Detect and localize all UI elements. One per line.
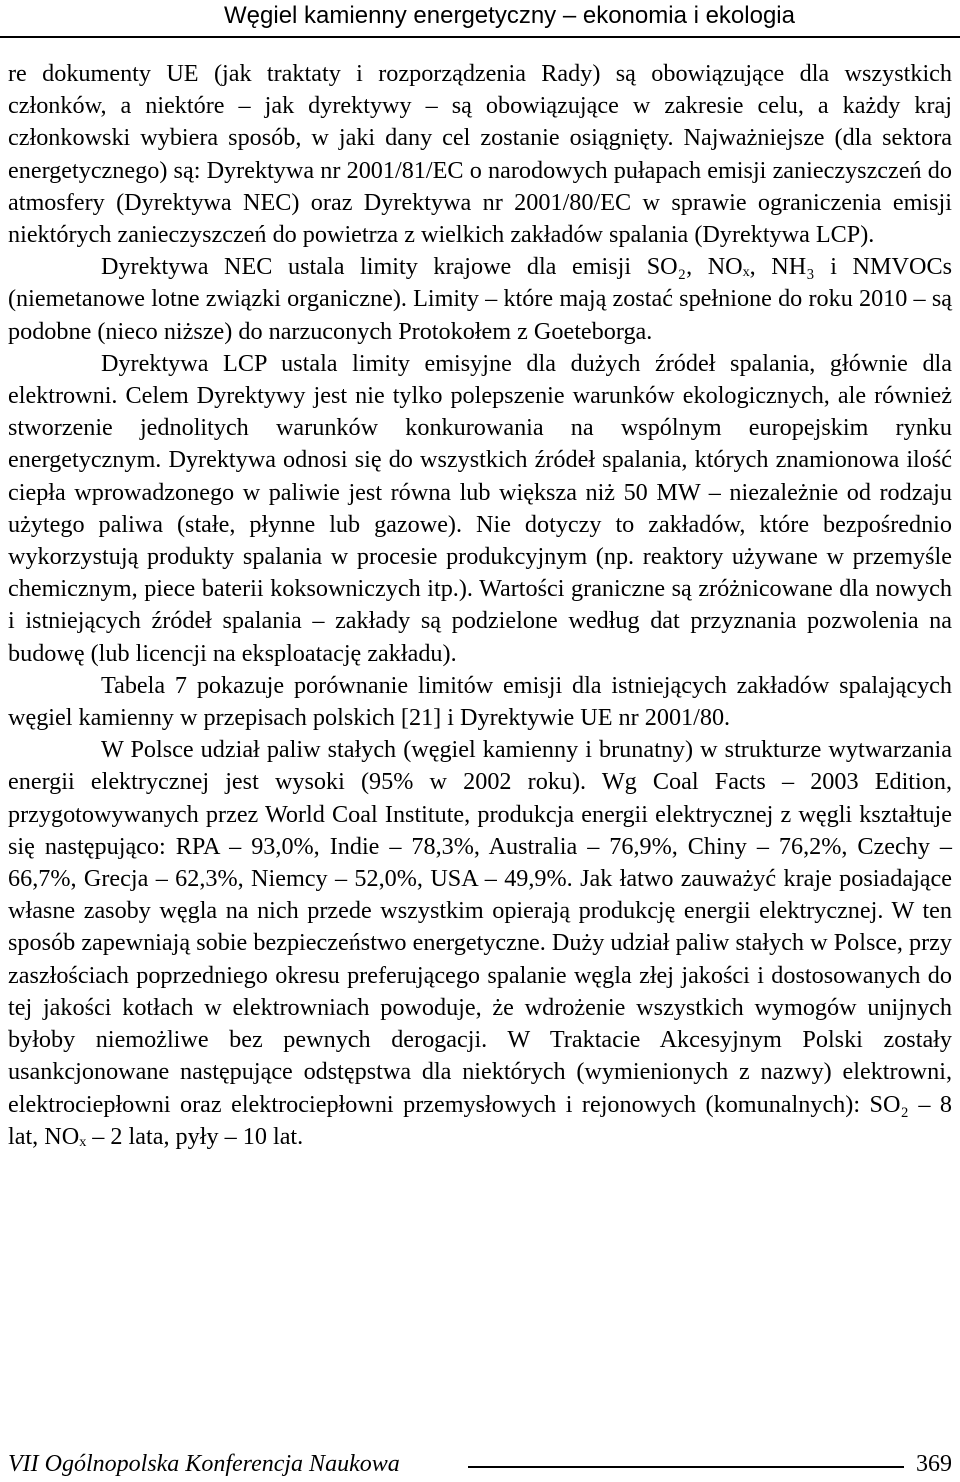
paragraph-4: Tabela 7 pokazuje porównanie limitów emisji dla istniejących zakładów spalających węgiel kamienny w przepisach polskich [21] i Dyrektywie UE nr 2001/80. <box>8 671 952 732</box>
page-header <box>0 0 960 38</box>
page-number: 369 <box>916 1451 952 1477</box>
paragraph-1: re dokumenty UE (jak traktaty i rozporządzenia Rady) są obowiązujące dla wszystkich członków, a niektóre – jak dyrektywy – są obowiązujące w zakresie celu, a każdy kraj członkowski wybiera sposób, w jaki dany cel zostanie osiągnięty. Najważniejsze (dla sektora energetycznego) są: Dyrektywa nr 2001/81/EC o narodowych pułapach emisji zanieczyszczeń do atmosfery (Dyrektywa NEC) oraz Dyrektywa nr 2001/80/EC w sprawie ograniczenia emisji niektórych zanieczyszczeń do powietrza z wielkich zakładów spalania (Dyrektywa LCP). <box>8 60 952 249</box>
page-footer <box>8 1448 952 1482</box>
footer-rule <box>468 1466 904 1468</box>
paragraph-5: W Polsce udział paliw stałych (węgiel kamienny i brunatny) w strukturze wytwarzania energii elektrycznej jest wysoki (95% w 2002 roku). Wg Coal Facts – 2003 Edition, przygotowywanych przez World Coal Institute, produkcja energii elektrycznej z węgli kształtuje się następująco: RPA – 93,0%, Indie – 78,3%, Australia – 76,9%, Chiny – 76,2%, Czechy – 66,7%, Grecja – 62,3%, Niemcy – 52,0%, USA – 49,9%. Jak łatwo zauważyć kraje posiadające własne zasoby węgla na nich przede wszystkim opierają produkcję energii elektrycznej. W ten sposób zapewniają sobie bezpieczeństwo energetyczne. Duży udział paliw stałych w Polsce, przy zaszłościach poprzedniego okresu preferującego spalanie węgla złej jakości i dostosowanych do tej jakości kotłach w elektrowniach powoduje, że wdrożenie wszystkich wymogów unijnych byłoby niemożliwe bez pewnych derogacji. W Traktacie Akcesyjnym Polski zostały usankcjonowane następujące odstępstwa dla niektórych (wymienionych z nazwy) elektrowni, elektrociepłowni oraz elektrociepłowni przemysłowych i rejonowych (komunalnych): SO₂ – 8 lat, NOₓ – 2 lata, pyły – 10 lat. <box>8 736 952 1150</box>
paragraph-3: Dyrektywa LCP ustala limity emisyjne dla dużych źródeł spalania, głównie dla elektrowni. Celem Dyrektywy jest nie tylko polepszenie warunków ekologicznych, ale również stworzenie jednolitych warunków konkurowania na wspólnym europejskim rynku energetycznym. Dyrektywa odnosi się do wszystkich źródeł spalania, których znamionowa ilość ciepła wprowadzonego w paliwie jest równa lub większa niż 50 MW – niezależnie od rodzaju użytego paliwa (stałe, płynne lub gazowe). Nie dotyczy to zakładów, które bezpośrednio wykorzystują produkty spalania w procesie produkcyjnym (np. reaktory używane w przemyśle chemicznym, piece baterii koksowniczych itp.). Wartości graniczne są zróżnicowane dla nowych i istniejących źródeł spalania – zakłady są podzielone według dat przyznania pozwolenia na budowę (lub licencji na eksploatację zakładu). <box>8 349 952 667</box>
paragraph-2: Dyrektywa NEC ustala limity krajowe dla emisji SO₂, NOₓ, NH₃ i NMVOCs (niemetanowe lotne związki organiczne). Limity – które mają zostać spełnione do roku 2010 – są podobne (nieco niższe) do narzuconych Protokołem z Goeteborga. <box>8 253 952 345</box>
conference-name: VII Ogólnopolska Konferencja Naukowa <box>8 1451 400 1477</box>
body-text <box>8 58 952 1153</box>
running-title: Węgiel kamienny energetyczny – ekonomia i ekologia <box>224 2 795 29</box>
